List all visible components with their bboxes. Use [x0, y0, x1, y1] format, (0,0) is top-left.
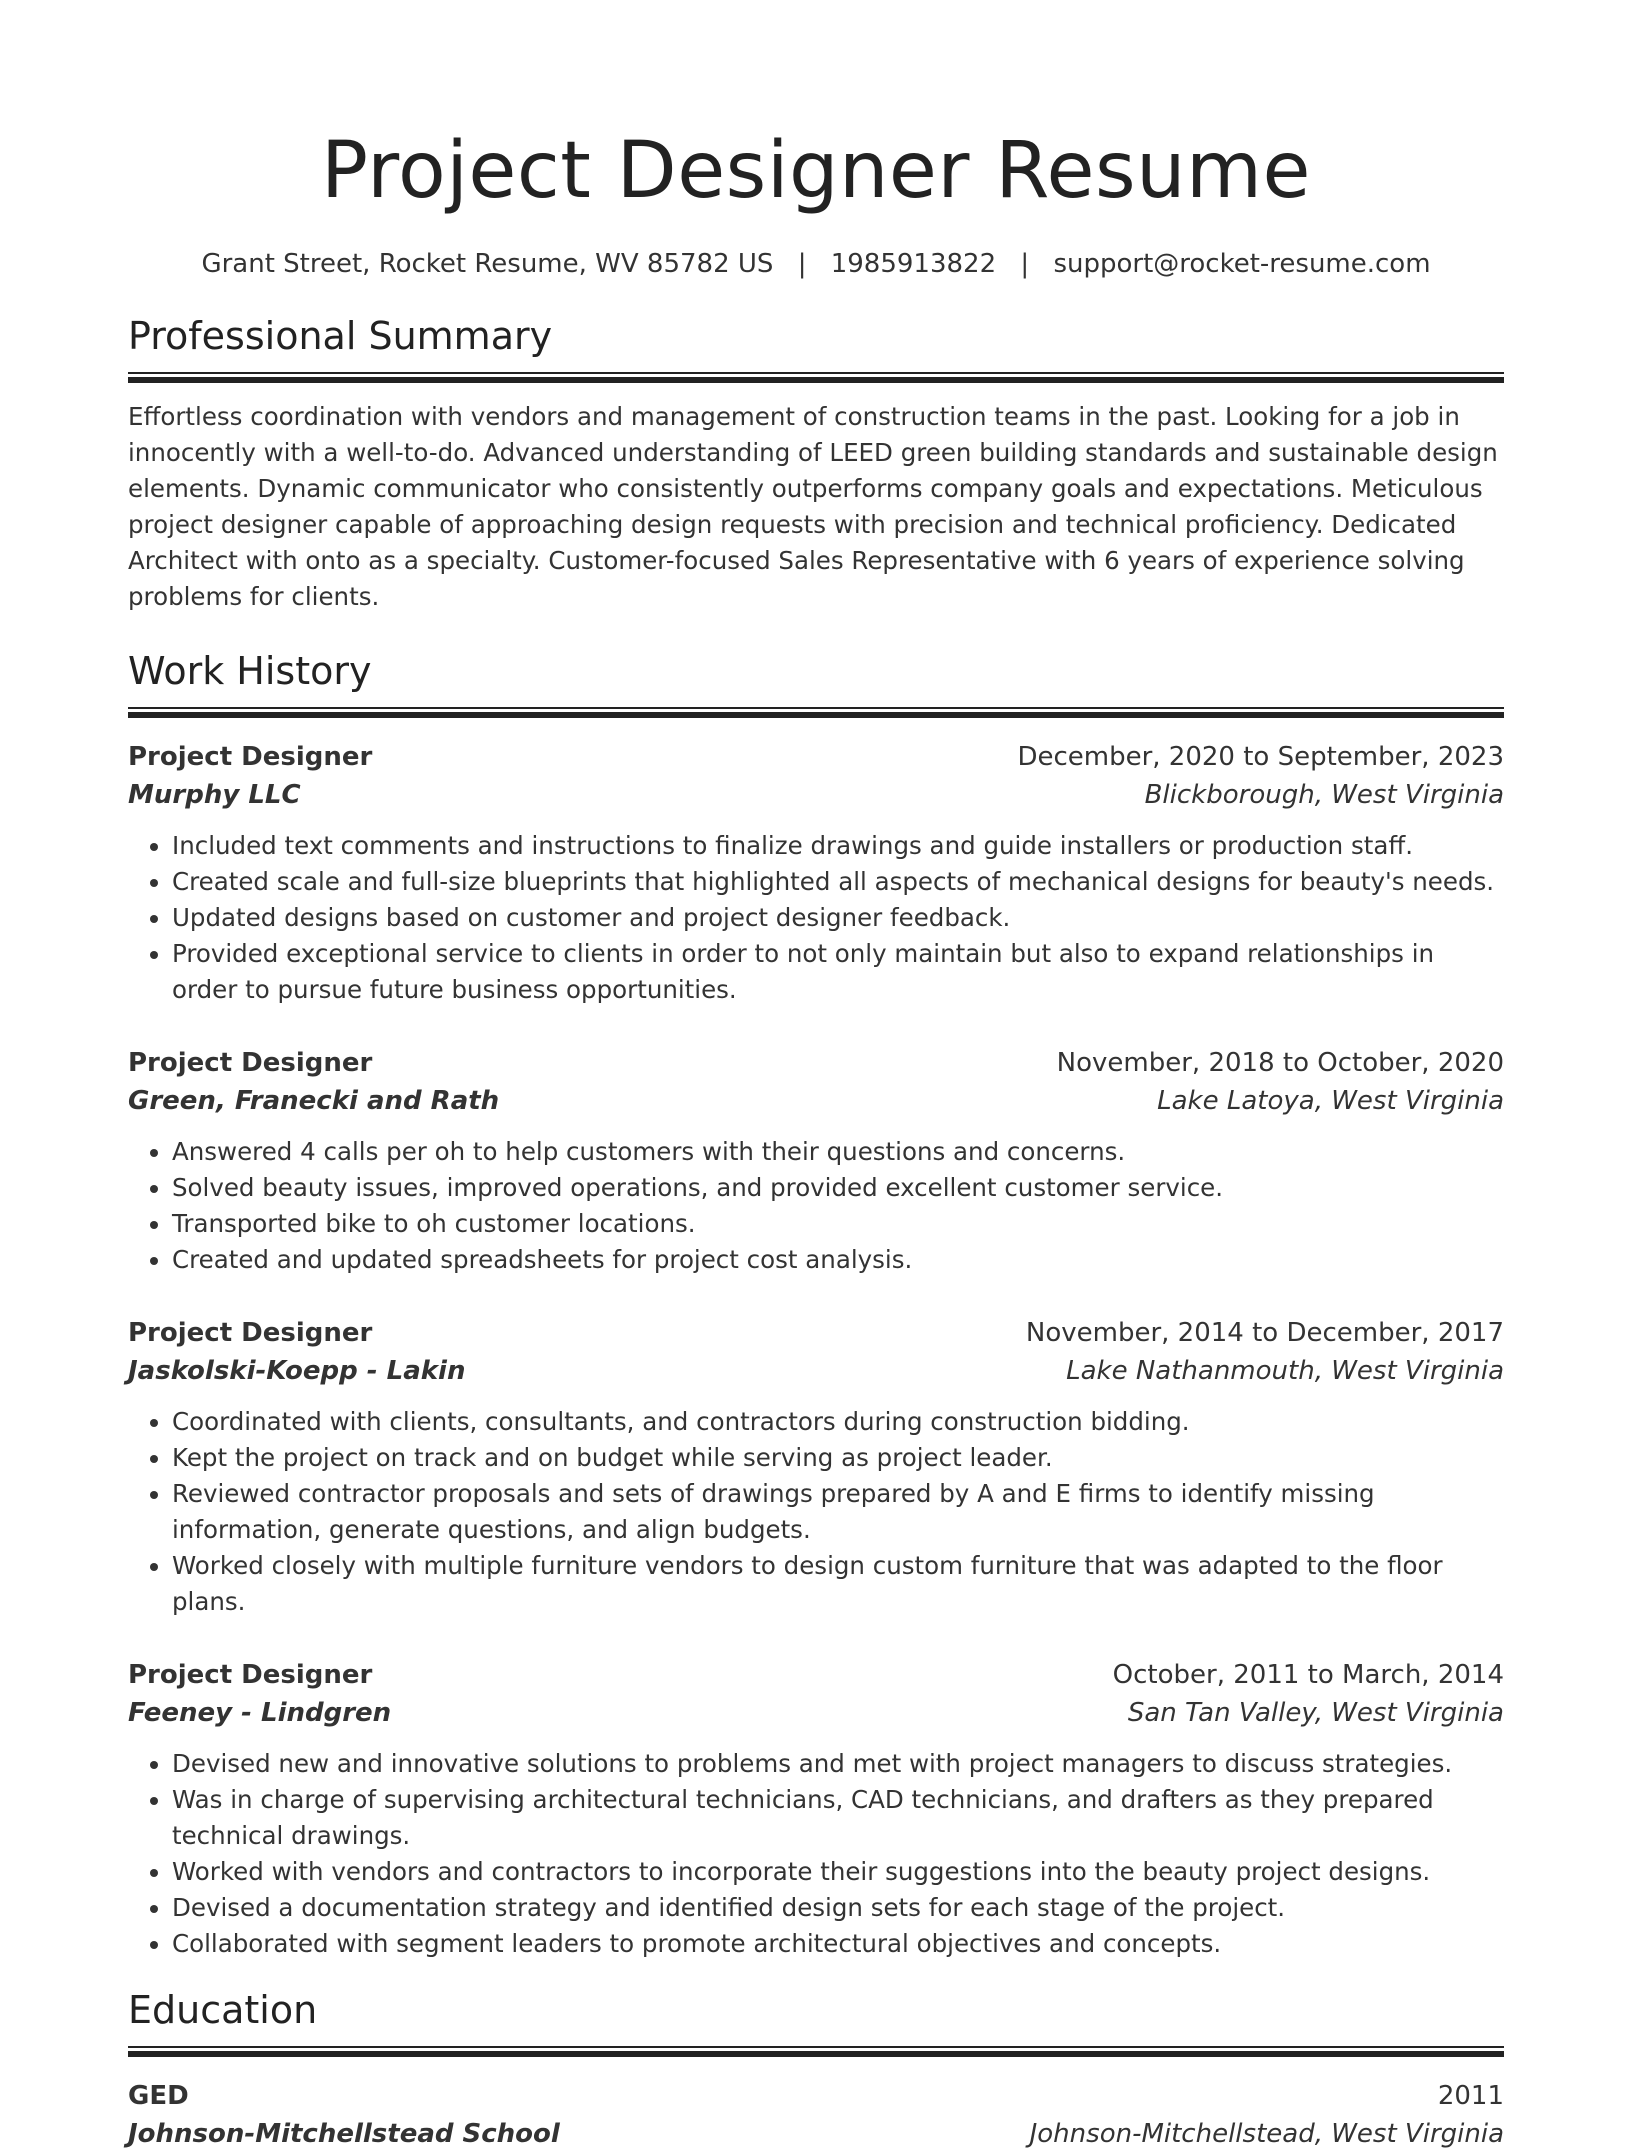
job-bullet: • Created and updated spreadsheets for project cost analysis. — [172, 1242, 1504, 1278]
job-bullets — [128, 1134, 1504, 1278]
job-bullet: • Worked with vendors and contractors to incorporate their suggestions into the beauty project designs. — [172, 1854, 1504, 1890]
professional-summary-section — [128, 312, 1504, 615]
job-dates: October, 2011 to March, 2014 — [1112, 1660, 1504, 1690]
education-entry — [128, 2077, 1504, 2153]
job-bullet: • Solved beauty issues, improved operations, and provided excellent customer service. — [172, 1170, 1504, 1206]
job-company: Murphy LLC — [128, 780, 301, 810]
job-bullet: • Devised new and innovative solutions to problems and met with project managers to discuss strategies. — [172, 1746, 1504, 1782]
job-bullets — [128, 828, 1504, 1008]
job-bullet: • Reviewed contractor proposals and sets of drawings prepared by A and E firms to identify missing information, generate questions, and align budgets. — [172, 1476, 1504, 1548]
job-bullet: • Coordinated with clients, consultants, and contractors during construction bidding. — [172, 1404, 1504, 1440]
job-bullet: • Updated designs based on customer and project designer feedback. — [172, 900, 1504, 936]
job-title: Project Designer — [128, 1660, 373, 1690]
section-heading-work: Work History — [128, 649, 372, 693]
section-heading-summary: Professional Summary — [128, 314, 553, 358]
job-company: Feeney - Lindgren — [128, 1698, 392, 1728]
section-heading-education: Education — [128, 1988, 318, 2032]
job-bullet: • Collaborated with segment leaders to promote architectural objectives and concepts. — [172, 1926, 1504, 1962]
education-school: Johnson-Mitchellstead School — [128, 2119, 560, 2149]
section-divider — [128, 372, 1504, 383]
section-divider — [128, 2046, 1504, 2057]
work-history-section — [128, 647, 1504, 1962]
job-location: Blickborough, West Virginia — [1144, 780, 1504, 810]
job-dates: November, 2018 to October, 2020 — [1056, 1048, 1504, 1078]
contact-separator: | — [1020, 249, 1030, 279]
job-bullet: • Answered 4 calls per oh to help customers with their questions and concerns. — [172, 1134, 1504, 1170]
job-location: San Tan Valley, West Virginia — [1127, 1698, 1504, 1728]
job-entry — [128, 1044, 1504, 1278]
education-location: Johnson-Mitchellstead, West Virginia — [1029, 2119, 1504, 2149]
contact-line — [128, 246, 1504, 282]
job-company: Green, Franecki and Rath — [128, 1086, 500, 1116]
job-dates: November, 2014 to December, 2017 — [1025, 1318, 1504, 1348]
job-title: Project Designer — [128, 1048, 373, 1078]
job-entry — [128, 1656, 1504, 1962]
job-dates: December, 2020 to September, 2023 — [1017, 742, 1504, 772]
section-divider — [128, 707, 1504, 718]
contact-email: support@rocket-resume.com — [1053, 249, 1431, 279]
job-bullet: • Provided exceptional service to clients in order to not only maintain but also to expand relationships in order to pursue future business opportunities. — [172, 936, 1504, 1008]
education-section — [128, 1986, 1504, 2153]
education-degree: GED — [128, 2081, 189, 2111]
contact-phone: 1985913822 — [830, 249, 997, 279]
job-title: Project Designer — [128, 1318, 373, 1348]
education-year: 2011 — [1437, 2081, 1504, 2111]
job-entry — [128, 738, 1504, 1008]
resume-title: Project Designer Resume — [320, 126, 1312, 216]
job-bullets — [128, 1746, 1504, 1962]
summary-text: Effortless coordination with vendors and management of construction teams in the past. Looking for a job in innocently with a well-to-do. Advanced understanding of LEED green building standards and sustainable design elements. Dynamic communicator who consistently outperforms company goals and expectations. Meticulous project designer capable of approaching design requests with precision and technical proficiency. Dedicated Architect with onto as a specialty. Customer-focused Sales Representative with 6 years of experience solving problems for clients. — [128, 402, 1498, 611]
job-company: Jaskolski-Koepp - Lakin — [128, 1356, 466, 1386]
job-bullets — [128, 1404, 1504, 1620]
job-location: Lake Nathanmouth, West Virginia — [1066, 1356, 1504, 1386]
job-bullet: • Worked closely with multiple furniture vendors to design custom furniture that was adapted to the floor plans. — [172, 1548, 1504, 1620]
job-bullet: • Kept the project on track and on budget while serving as project leader. — [172, 1440, 1504, 1476]
job-bullet: • Was in charge of supervising architectural technicians, CAD technicians, and drafters as they prepared technical drawings. — [172, 1782, 1504, 1854]
job-bullet: • Created scale and full-size blueprints that highlighted all aspects of mechanical designs for beauty's needs. — [172, 864, 1504, 900]
contact-address: Grant Street, Rocket Resume, WV 85782 US — [201, 249, 774, 279]
job-entry — [128, 1314, 1504, 1620]
contact-separator: | — [797, 249, 807, 279]
job-bullet: • Included text comments and instructions to finalize drawings and guide installers or production staff. — [172, 828, 1504, 864]
job-bullet: • Transported bike to oh customer locations. — [172, 1206, 1504, 1242]
job-title: Project Designer — [128, 742, 373, 772]
job-location: Lake Latoya, West Virginia — [1157, 1086, 1504, 1116]
job-bullet: • Devised a documentation strategy and identified design sets for each stage of the project. — [172, 1890, 1504, 1926]
